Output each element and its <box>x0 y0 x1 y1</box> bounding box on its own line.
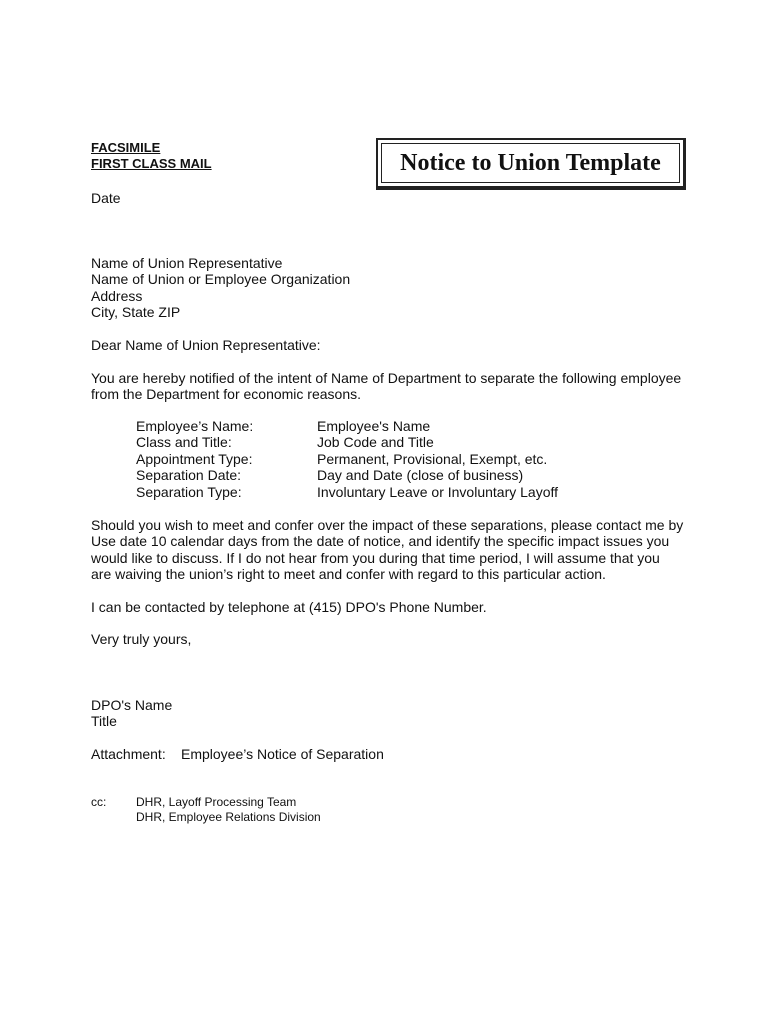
cc-item: DHR, Employee Relations Division <box>136 810 321 824</box>
detail-value: Involuntary Leave or Involuntary Layoff <box>317 483 559 500</box>
detail-value: Job Code and Title <box>317 434 434 451</box>
detail-label: Separation Date: <box>136 467 242 484</box>
detail-value: Permanent, Provisional, Exempt, etc. <box>317 450 548 467</box>
cc-label: cc: <box>91 795 107 809</box>
signer-title: Title <box>91 713 117 729</box>
recipient-address <box>91 255 350 321</box>
address-line: Name of Union Representative <box>91 255 283 271</box>
detail-row <box>136 467 558 483</box>
cc-list <box>136 795 321 825</box>
detail-row <box>136 484 558 500</box>
address-line: Name of Union or Employee Organization <box>91 271 351 288</box>
cc-item: DHR, Layoff Processing Team <box>136 795 297 809</box>
document-title: Notice to Union Template <box>400 149 661 176</box>
contact-line: I can be contacted by telephone at (415) DPO's Phone Number. <box>91 599 487 615</box>
paragraph-line: would like to discuss. If I do not hear from you during that time period, I will assume that you <box>91 549 660 566</box>
detail-label: Employee’s Name: <box>136 418 254 434</box>
detail-row <box>136 451 558 467</box>
employee-details <box>136 418 558 500</box>
detail-label: Class and Title: <box>136 434 232 451</box>
mail-type-first-class: FIRST CLASS MAIL <box>91 156 212 171</box>
detail-value: Employee's Name <box>317 418 431 434</box>
detail-label: Appointment Type: <box>136 450 253 467</box>
paragraph-line: Should you wish to meet and confer over the impact of these separations, please contact me by <box>91 517 684 533</box>
mail-type-facsimile: FACSIMILE <box>91 140 161 155</box>
paragraph-line: from the Department for economic reasons. <box>91 386 362 403</box>
meet-confer-paragraph <box>91 517 683 583</box>
address-line: City, State ZIP <box>91 304 181 321</box>
attachment-label: Attachment: <box>91 746 166 762</box>
detail-row <box>136 434 558 450</box>
paragraph-line: are waiving the union’s right to meet and confer with regard to this particular action. <box>91 566 606 583</box>
detail-label: Separation Type: <box>136 483 242 500</box>
signer-name: DPO's Name <box>91 697 173 713</box>
detail-value: Day and Date (close of business) <box>317 467 524 484</box>
closing: Very truly yours, <box>91 631 192 647</box>
detail-row <box>136 418 558 434</box>
letter-date: Date <box>91 190 121 206</box>
paragraph-line: Use date 10 calendar days from the date of notice, and identify the specific impact issues you <box>91 533 670 550</box>
intro-paragraph <box>91 370 681 403</box>
address-line: Address <box>91 287 143 304</box>
title-box <box>376 138 686 190</box>
salutation: Dear Name of Union Representative: <box>91 337 321 353</box>
attachment-value: Employee’s Notice of Separation <box>181 746 384 762</box>
title-box-inner <box>381 143 680 183</box>
paragraph-line: You are hereby notified of the intent of Name of Department to separate the following employee <box>91 370 682 386</box>
